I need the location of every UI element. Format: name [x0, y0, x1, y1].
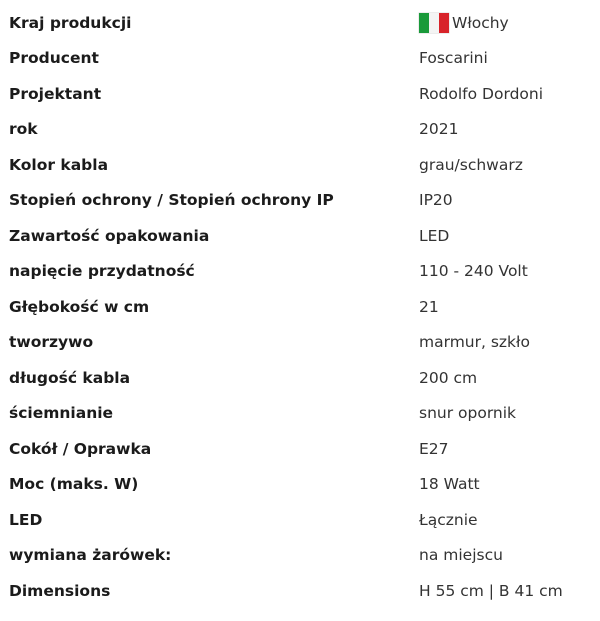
- spec-label: wymiana żarówek:: [9, 546, 172, 565]
- spec-label: Cokół / Oprawka: [9, 439, 152, 458]
- spec-value-cell: [419, 13, 600, 33]
- spec-label: Kraj produkcji: [9, 13, 132, 32]
- spec-value: E27: [419, 439, 449, 458]
- spec-value: Włochy: [452, 13, 509, 32]
- spec-label: rok: [9, 120, 38, 139]
- flag-stripe-white: [429, 13, 439, 33]
- spec-value: 2021: [419, 120, 459, 139]
- spec-row: [0, 147, 600, 183]
- spec-value: snur opornik: [419, 404, 517, 423]
- spec-row: [0, 218, 600, 254]
- spec-row: [0, 360, 600, 396]
- spec-value: Foscarini: [419, 49, 488, 68]
- spec-label: tworzywo: [9, 333, 94, 352]
- spec-row: [0, 502, 600, 538]
- spec-value: Rodolfo Dordoni: [419, 84, 544, 103]
- spec-row: [0, 289, 600, 325]
- spec-row: [0, 41, 600, 77]
- spec-row: [0, 396, 600, 432]
- italy-flag-icon: [419, 13, 449, 33]
- spec-row: [0, 431, 600, 467]
- flag-stripe-green: [419, 13, 429, 33]
- spec-value: H 55 cm | B 41 cm: [419, 581, 563, 600]
- spec-value: 21: [419, 297, 439, 316]
- spec-label: Kolor kabla: [9, 155, 109, 174]
- spec-label: Moc (maks. W): [9, 475, 139, 494]
- spec-row: [0, 183, 600, 219]
- spec-label: Głębokość w cm: [9, 297, 150, 316]
- spec-row: [0, 325, 600, 361]
- spec-value: grau/schwarz: [419, 155, 523, 174]
- spec-value: IP20: [419, 191, 453, 210]
- spec-value: LED: [419, 226, 450, 245]
- spec-value: marmur, szkło: [419, 333, 530, 352]
- spec-value: na miejscu: [419, 546, 503, 565]
- spec-value: Łącznie: [419, 510, 478, 529]
- spec-row: [0, 573, 600, 609]
- spec-value: 200 cm: [419, 368, 478, 387]
- spec-label: długość kabla: [9, 368, 131, 387]
- spec-value: 18 Watt: [419, 475, 480, 494]
- spec-row: [0, 254, 600, 290]
- spec-label: Stopień ochrony / Stopień ochrony IP: [9, 191, 334, 210]
- spec-row: [0, 538, 600, 574]
- spec-value: 110 - 240 Volt: [419, 262, 528, 281]
- flag-stripe-red: [439, 13, 449, 33]
- spec-label: LED: [9, 510, 43, 529]
- spec-label: Dimensions: [9, 581, 111, 600]
- spec-label: ściemnianie: [9, 404, 114, 423]
- spec-label: Projektant: [9, 84, 102, 103]
- spec-row-country: [0, 5, 600, 41]
- spec-label: Zawartość opakowania: [9, 226, 210, 245]
- spec-row: [0, 76, 600, 112]
- spec-row: [0, 467, 600, 503]
- spec-label: napięcie przydatność: [9, 262, 195, 281]
- spec-row: [0, 112, 600, 148]
- spec-label: Producent: [9, 49, 99, 68]
